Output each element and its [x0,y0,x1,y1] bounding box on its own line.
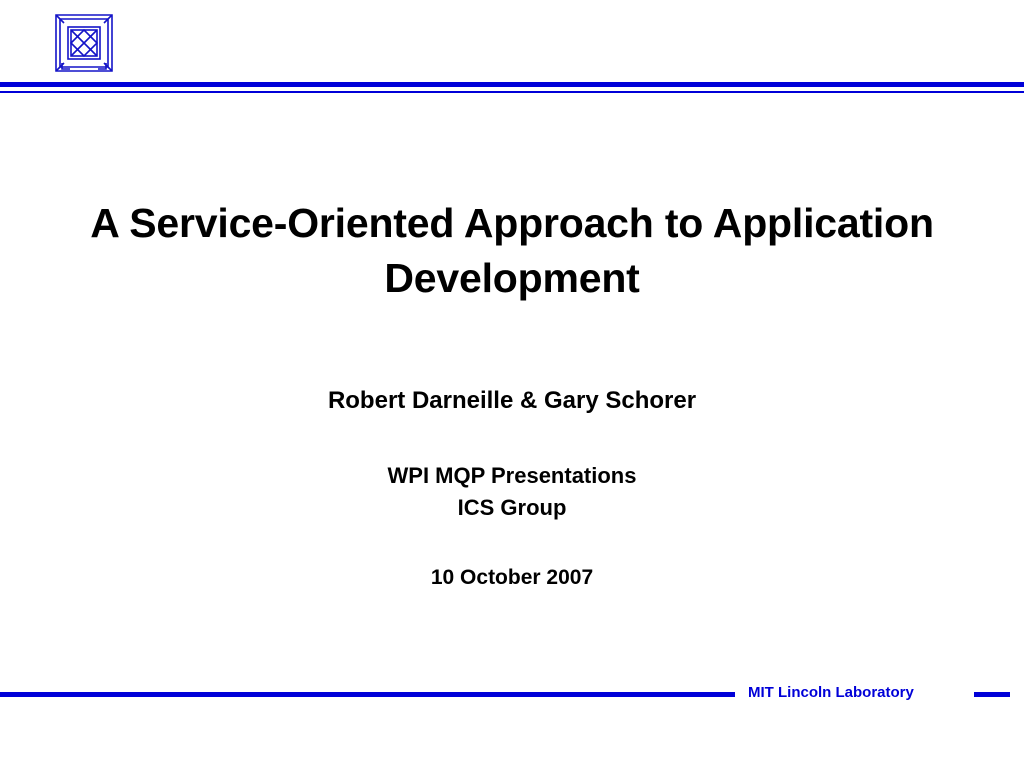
mit-lincoln-laboratory-logo-icon [48,12,120,74]
event-line-1: WPI MQP Presentations [387,463,637,488]
footer-divider-right [974,692,1010,697]
title-block [0,196,1024,306]
date-line: 10 October 2007 [430,565,594,589]
footer-divider-left [0,692,735,697]
page-title: A Service-Oriented Approach to Application Development [90,200,934,301]
event-line-2: ICS Group [457,494,567,520]
presenters-line: Robert Darneille & Gary Schorer [327,387,697,414]
event-block [90,460,934,524]
slide-footer [0,682,1024,706]
footer-label: MIT Lincoln Laboratory [748,684,914,701]
header-divider-primary [0,82,1024,87]
subtitle-block [0,386,1024,590]
header-divider-secondary [0,91,1024,93]
